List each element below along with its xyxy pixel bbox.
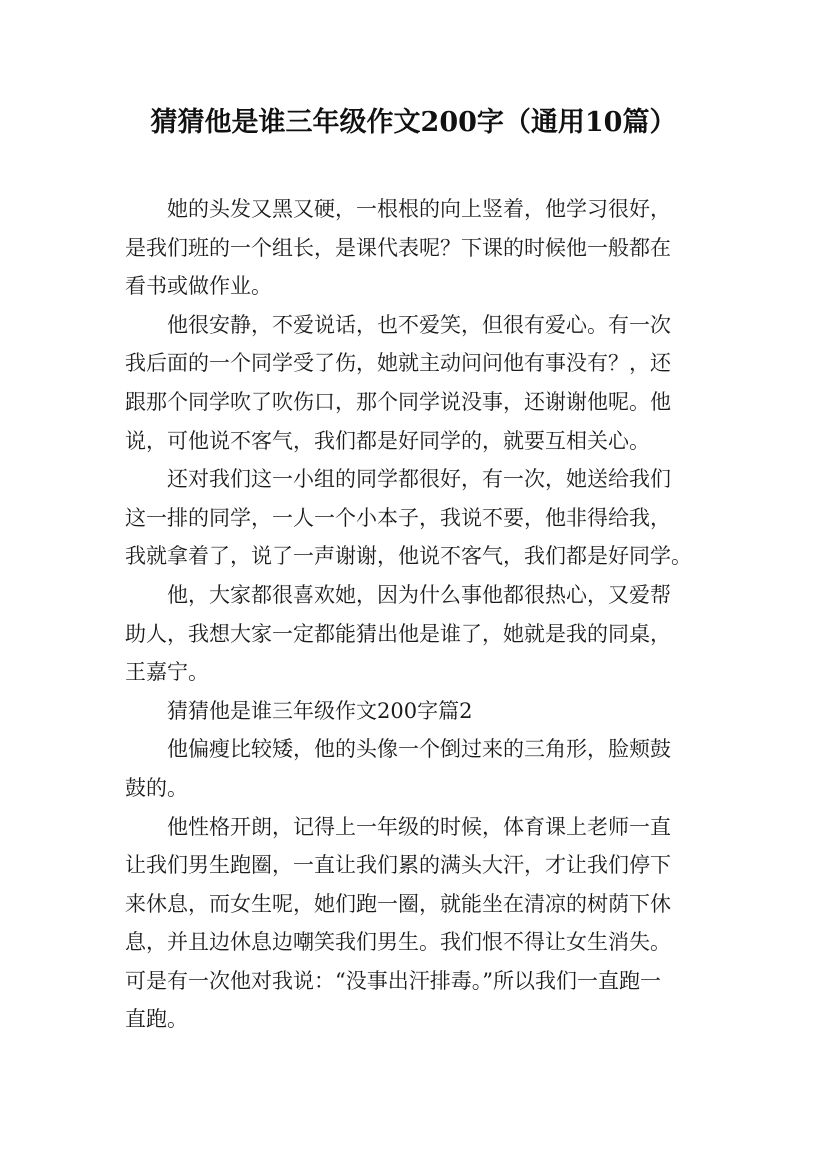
section-heading: 猜猜他是谁三年级作文200字篇2 [167,698,473,723]
paragraph: 她的头发又黑又硬，一根根的向上竖着，他学习很好， 是我们班的一个组长，是课代表呢？下课的时候他一般都在 看书或做作业。 [125,197,671,299]
document-body [125,190,705,1039]
paragraph: 他很安静，不爱说话，也不爱笑，但很有爱心。有一次 我后面的一个同学受了伤，她就主动问问他有事没有？，还 跟那个同学吹了吹伤口，那个同学说没事，还谢谢他呢。他 说，可他说不客气，我们都是好同学的，就要互相关心。 [125,312,671,453]
paragraph: 他性格开朗，记得上一年级的时候，体育课上老师一直 让我们男生跑圈，一直让我们累的满头大汗，才让我们停下 来休息，而女生呢，她们跑一圈，就能坐在清凉的树荫下休 息，并且边休息边嘲笑我们男生。我们恨不得让女生消失。 可是有一次他对我说：“没事出汗排毒。”所以我们一直跑一 直跑。 [125,814,671,1032]
paragraph: 还对我们这一小组的同学都很好，有一次，她送给我们 这一排的同学，一人一个小本子，我说不要，他非得给我， 我就拿着了，说了一声谢谢，他说不客气，我们都是好同学。 [125,467,692,569]
paragraph: 他偏瘦比较矮，他的头像一个倒过来的三角形，脸颊鼓 鼓的。 [125,737,671,800]
paragraph: 他，大家都很喜欢她，因为什么事他都很热心，又爱帮 助人，我想大家一定都能猜出他是谁了，她就是我的同桌， 王嘉宁。 [125,582,671,685]
document-title: 猜猜他是谁三年级作文200字（通用10篇） [150,107,677,138]
